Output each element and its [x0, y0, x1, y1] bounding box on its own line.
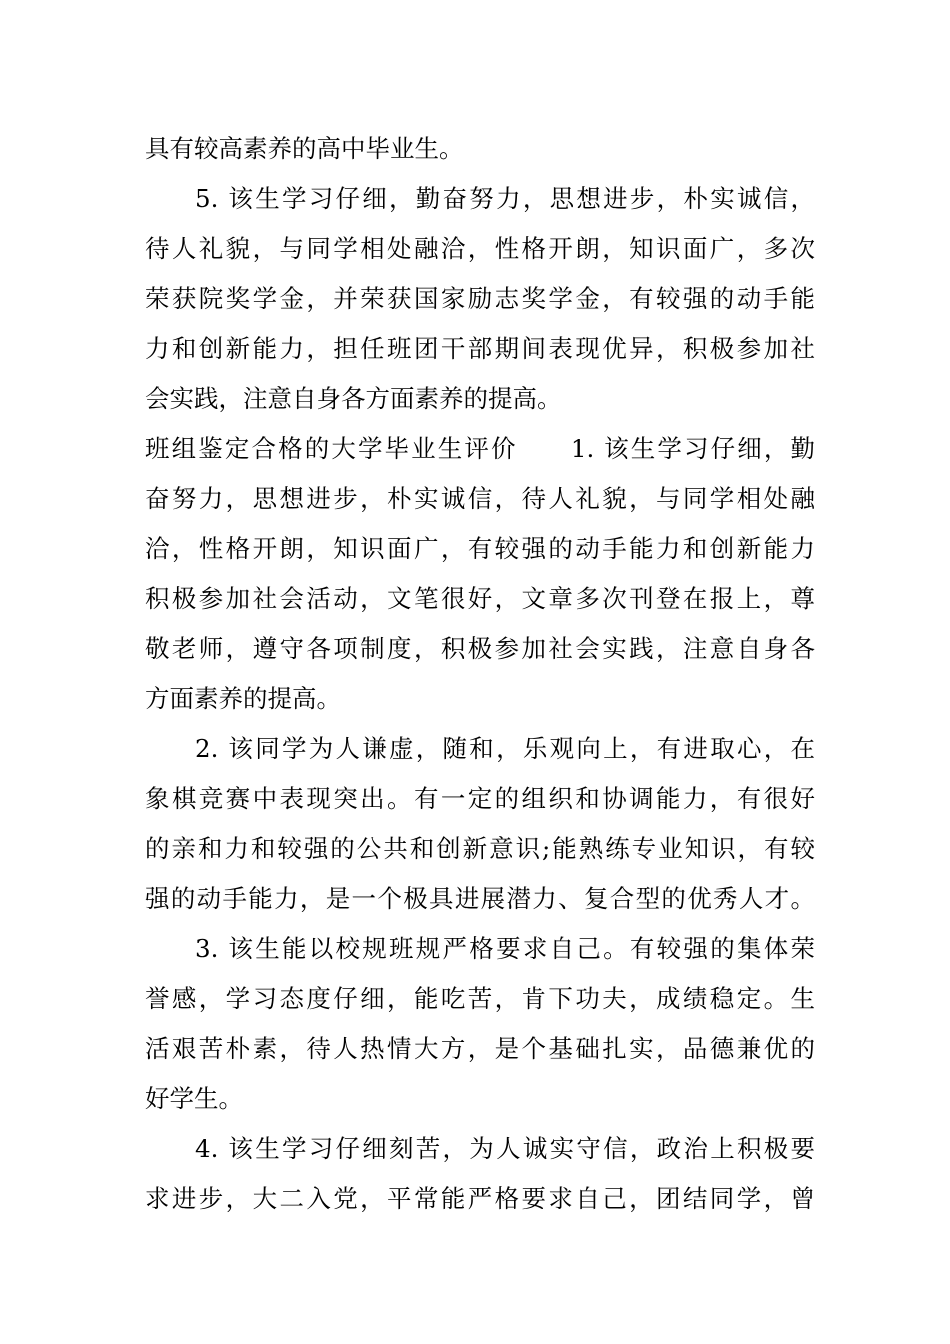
- text-line: 会实践，注意自身各方面素养的提高。: [145, 384, 562, 413]
- text-line: 强的动手能力，是一个极具进展潜力、复合型的优秀人才。: [145, 884, 815, 913]
- text-line: 4. 该生学习仔细刻苦，为人诚实守信，政治上积极要: [195, 1134, 815, 1163]
- text-line: 奋努力，思想进步，朴实诚信，待人礼貌，与同学相处融: [145, 484, 815, 513]
- text-line: 班组鉴定合格的大学毕业生评价 1. 该生学习仔细，勤: [145, 434, 815, 463]
- text-line: 力和创新能力，担任班团干部期间表现优异，积极参加社: [145, 334, 815, 363]
- text-line: 方面素养的提高。: [145, 684, 341, 713]
- text-line: 誉感，学习态度仔细，能吃苦，肯下功夫，成绩稳定。生: [145, 984, 815, 1013]
- text-line: 敬老师，遵守各项制度，积极参加社会实践，注意自身各: [145, 634, 815, 663]
- text-line: 具有较高素养的高中毕业生。: [145, 134, 464, 163]
- text-line: 2. 该同学为人谦虚，随和，乐观向上，有进取心，在: [195, 734, 815, 763]
- text-line: 洽，性格开朗，知识面广，有较强的动手能力和创新能力: [145, 534, 815, 563]
- text-line: 求进步，大二入党，平常能严格要求自己，团结同学，曾: [145, 1184, 815, 1213]
- text-line: 好学生。: [145, 1084, 243, 1113]
- text-line: 活艰苦朴素，待人热情大方，是个基础扎实，品德兼优的: [145, 1034, 815, 1063]
- text-line: 荣获院奖学金，并荣获国家励志奖学金，有较强的动手能: [145, 284, 815, 313]
- text-line: 积极参加社会活动，文笔很好，文章多次刊登在报上，尊: [145, 584, 815, 613]
- text-line: 待人礼貌，与同学相处融洽，性格开朗，知识面广，多次: [145, 234, 815, 263]
- text-line: 3. 该生能以校规班规严格要求自己。有较强的集体荣: [195, 934, 815, 963]
- text-line: 5. 该生学习仔细，勤奋努力，思想进步，朴实诚信，: [195, 184, 815, 213]
- text-line: 象棋竞赛中表现突出。有一定的组织和协调能力，有很好: [145, 784, 815, 813]
- text-line: 的亲和力和较强的公共和创新意识;能熟练专业知识，有较: [145, 834, 815, 863]
